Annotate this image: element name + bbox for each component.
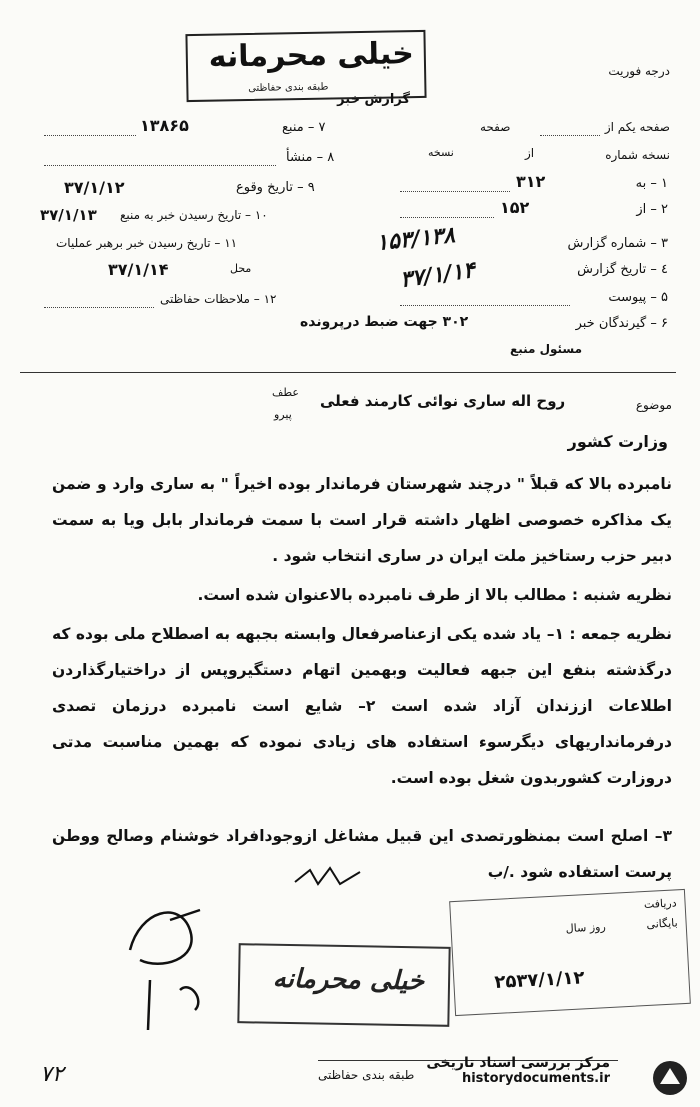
classification-text: خیلی محرمانه <box>208 36 415 75</box>
field-10-value: ۳۷/۱/۱۳ <box>40 206 97 224</box>
subject-ref2: پیرو <box>274 408 292 421</box>
field-7-label: ۷ – منبع <box>282 120 326 135</box>
paragraph-friday: نظریه جمعه : ۱– یاد شده یکی ازعناصرفعال وابسته بجبهه به اصطلاح ملی بوده که درگذشته بنفع این جبهه فعالیت وبهمین اتهام دستگیروپس از دراختیارگذاردن اطلاعات اززندان آزاد شده است ۲– شایع است نامبرده درزمان تصدی درفرمانداریهای دیگرسوء استفاده های زیادی نموده که بهمین مناسبت مدتی دروزارت کشوربدون شغل بوده است. <box>52 625 672 787</box>
paragraph-1: نامبرده بالا که قبلاً " درچند شهرستان فرماندار بوده اخیراً " به ساری وارد و ضمن یک مذاکره خصوصی اظهار داشته قرار است با سمت فرماندار بابل ویا به سمت دبیر حزب رستاخیز ملت ایران در ساری انتخاب شود . <box>52 475 672 565</box>
handwritten-report-no: ۱۵۳/۱۳۸ <box>374 221 457 257</box>
field-12-label: ۱۲ – ملاحظات حفاظتی <box>160 292 277 306</box>
classification-stamp-bottom <box>237 943 450 1027</box>
subject-value: روح اله ساری نوائی کارمند فعلی <box>320 392 566 410</box>
field-2-value: ۱۵۲ <box>500 198 530 217</box>
footer-classification: طبقه بندی حفاظتی <box>318 1068 415 1082</box>
field-10-label: ۱۰ – تاریخ رسیدن خبر به منبع <box>120 208 268 222</box>
copy-word: نسخه <box>428 146 454 159</box>
watermark-url: historydocuments.ir <box>461 1071 610 1086</box>
field-7-dots <box>44 124 136 136</box>
copy-label: نسخه شماره <box>605 148 670 162</box>
paragraph-source: نظریه شنبه : مطالب بالا از طرف نامبرده بالاعنوان شده است. <box>197 586 672 604</box>
field-9-label: ۹ – تاریخ وقوع <box>236 180 315 195</box>
field-4-label: ٤ – تاریخ گزارش <box>577 262 668 277</box>
field-3-label: ۳ – شماره گزارش <box>567 236 668 251</box>
field-7-value: ۱۳۸۶۵ <box>140 116 189 135</box>
page-dots <box>540 124 600 136</box>
field-1-dots <box>400 180 510 192</box>
field-2-dots <box>400 206 494 218</box>
paragraph-3: ۳– اصلح است بمنظورتصدی این قبیل مشاغل ازوجودافراد خوشنام وصالح ووطن پرست استفاده شود ./ب <box>52 827 672 881</box>
priority-label: درجه فوریت <box>608 64 670 78</box>
receipt-date: ۲۵۳۷/۱/۱۲ <box>493 967 585 993</box>
field-2-label: ۲ – از <box>636 202 668 217</box>
field-8-dots <box>44 154 276 166</box>
subject-ref1: عطف <box>272 386 299 399</box>
archive-logo-icon <box>650 1058 690 1098</box>
field-11-sub: محل <box>230 262 252 275</box>
page-label: صفحه یکم از <box>604 120 670 134</box>
field-11-value: ۳۷/۱/۱۴ <box>108 260 169 279</box>
field-6-value: ۳۰۲ جهت ضبط درپرونده <box>300 314 469 330</box>
copy-of: از <box>525 146 535 160</box>
field-8-label: ۸ – منشأ <box>286 150 335 165</box>
watermark <box>420 1055 660 1086</box>
initials-mark <box>290 862 370 892</box>
field-1-label: ۱ – به <box>635 176 668 191</box>
page-number: ۷۲ <box>40 1062 64 1087</box>
field-9-value: ۳۷/۱/۱۲ <box>64 178 125 197</box>
handwritten-signature <box>110 890 220 1040</box>
receipt-stamp <box>449 889 691 1016</box>
handwritten-report-date: ۳۷/۱/۱۴ <box>398 256 477 294</box>
source-officer: مسئول منبع <box>510 342 583 356</box>
field-1-value: ۳۱۲ <box>516 172 546 191</box>
watermark-name: مرکز بررسی اسناد تاریخی <box>426 1055 610 1071</box>
classification-bottom-text: خیلی محرمانه <box>272 963 425 997</box>
field-5-dots <box>400 294 570 306</box>
field-12-dots <box>44 296 154 308</box>
subject-label: موضوع <box>635 398 672 412</box>
receipt-line1: دریافت <box>643 896 677 912</box>
page-word: صفحه <box>480 120 511 134</box>
header-divider <box>20 372 676 373</box>
field-6-label: ۶ – گیرندگان خبر <box>575 316 668 331</box>
field-5-label: ۵ – پیوست <box>608 290 668 305</box>
receipt-line3: بایگانی <box>646 916 678 931</box>
receipt-line2: روز سال <box>565 920 607 936</box>
report-title: گزارش خبر <box>337 92 410 107</box>
ministry: وزارت کشور <box>567 432 668 451</box>
classification-small: طبقه بندی حفاظتی <box>248 81 329 95</box>
field-11-label: ۱۱ – تاریخ رسیدن خبر برهبر عملیات <box>56 236 238 250</box>
